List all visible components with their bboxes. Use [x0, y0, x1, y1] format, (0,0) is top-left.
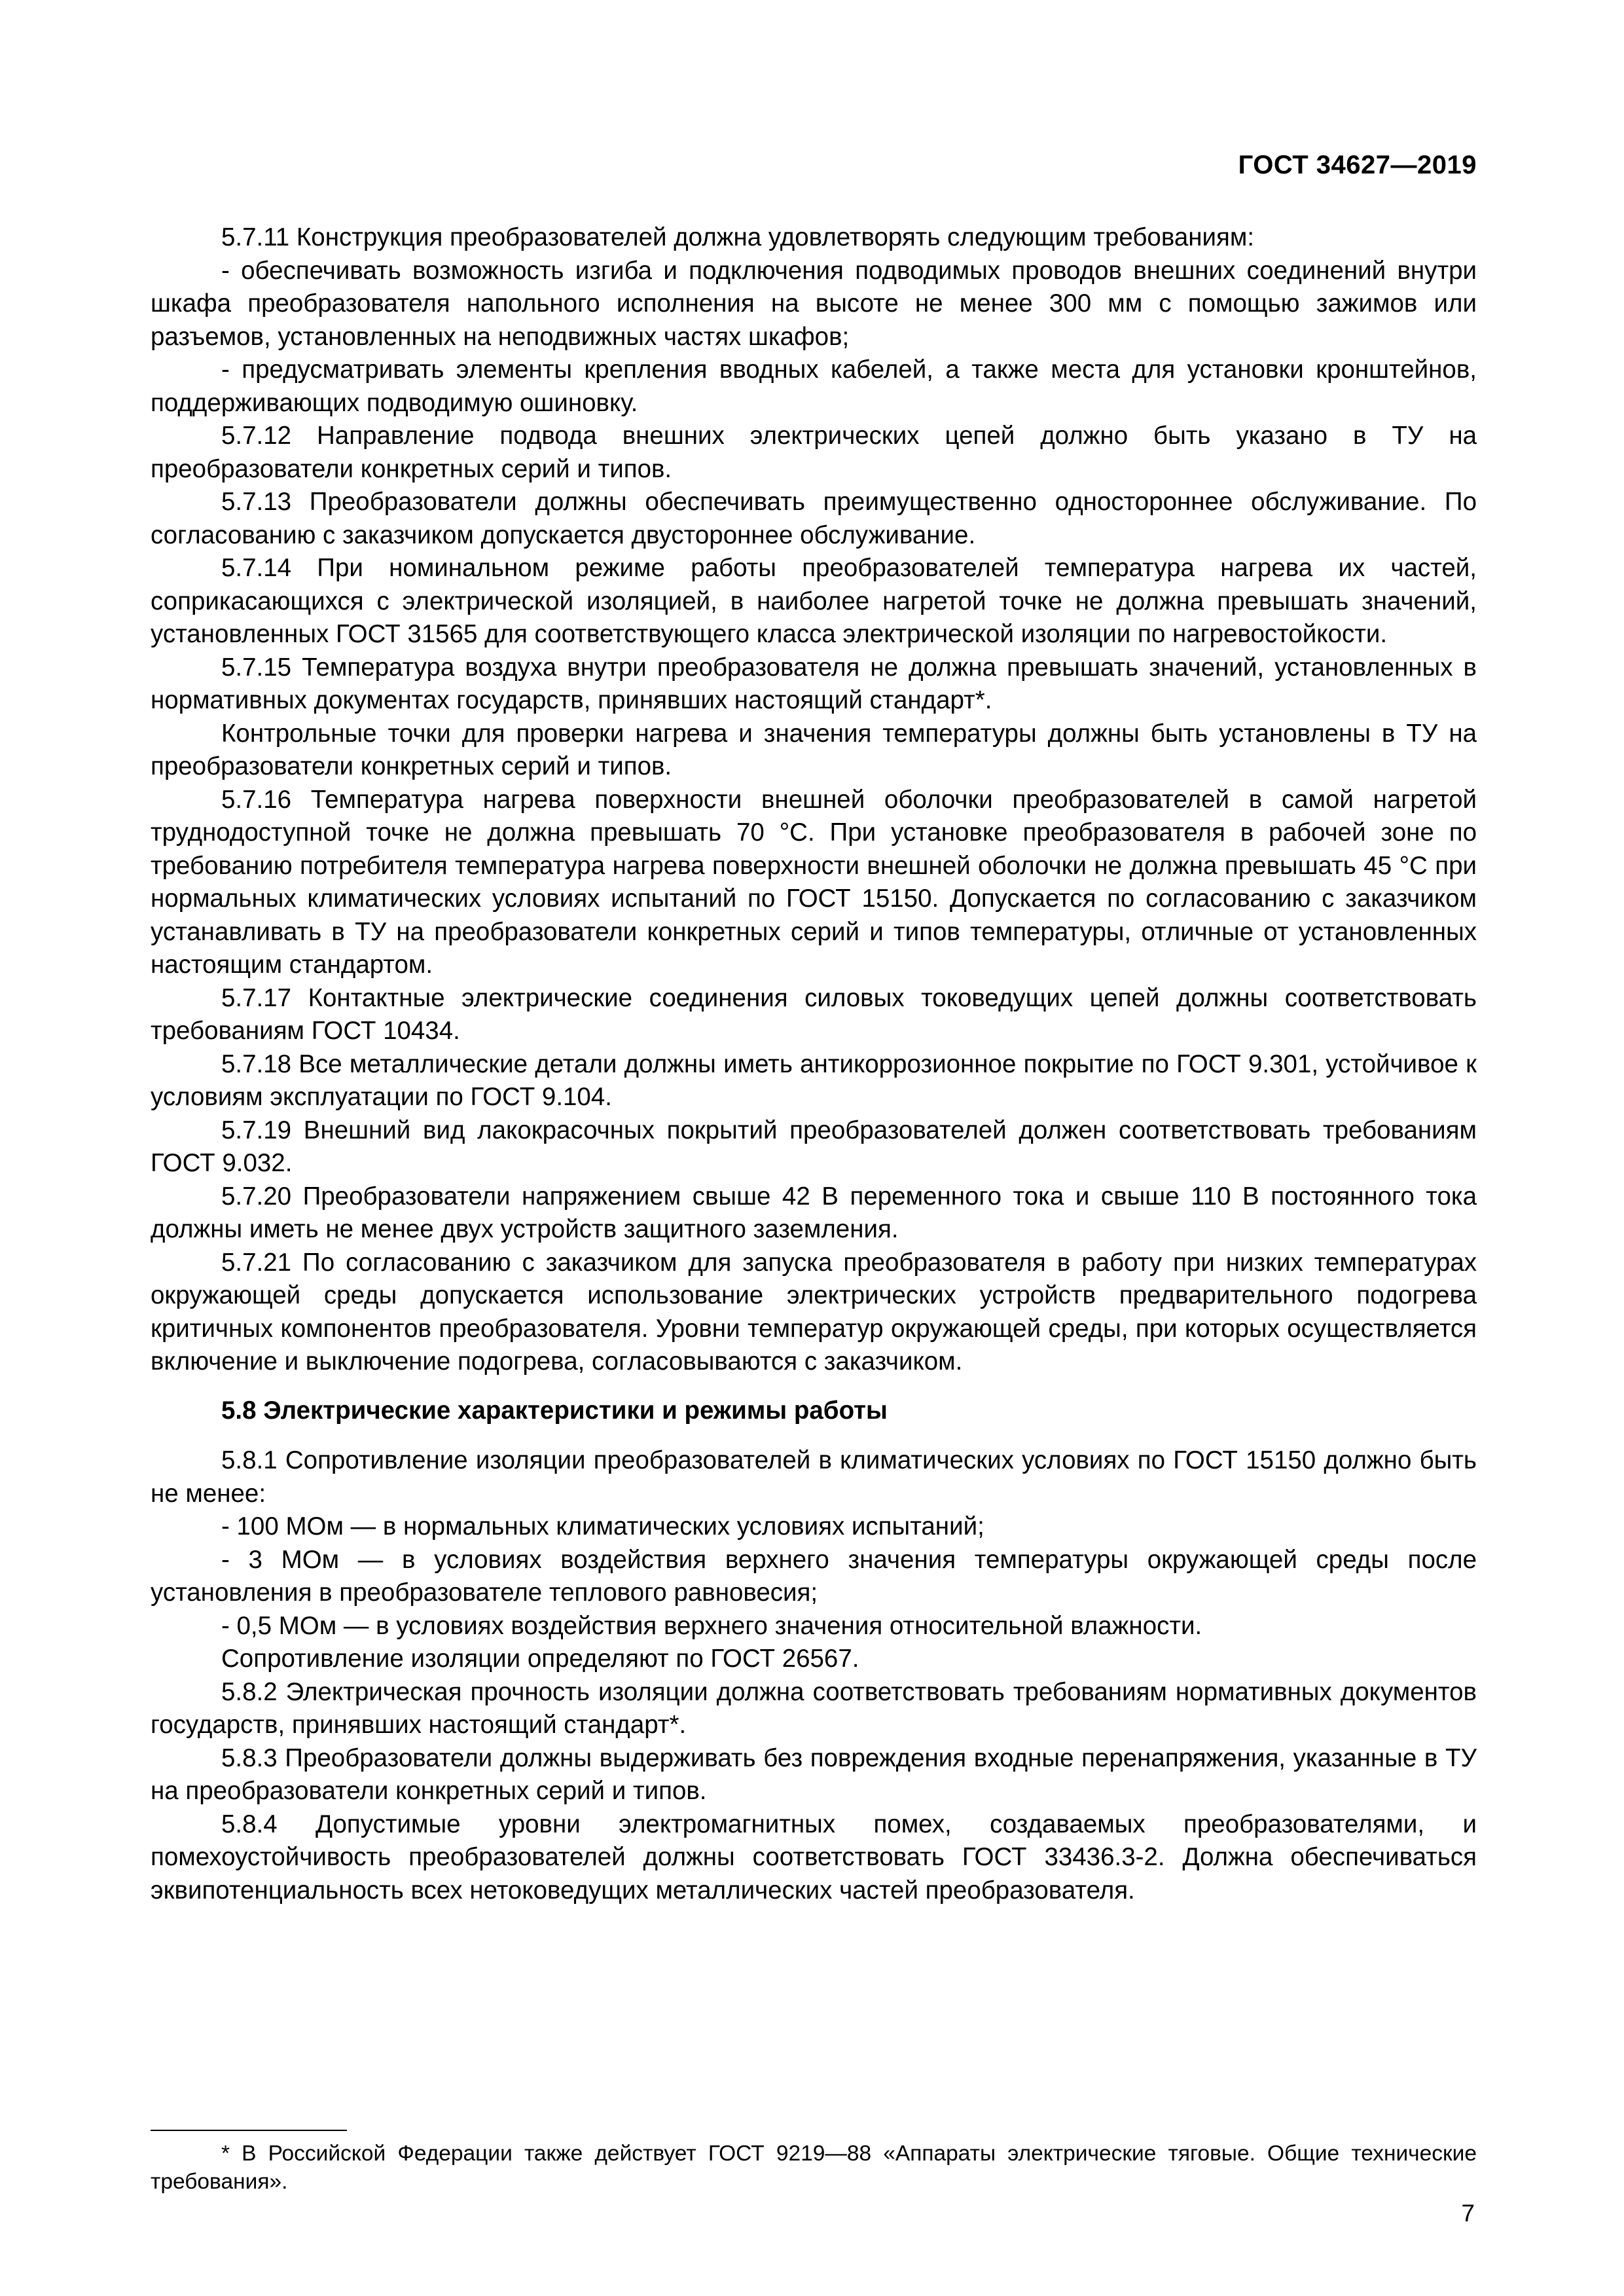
clause-5-8-2: 5.8.2 Электрическая прочность изоляции должна соответствовать требованиям нормативных документов государств, принявших настоящий стандарт*. [151, 1677, 1477, 1739]
footnote-text: * В Российской Федерации также действует ГОСТ 9219—88 «Аппараты электрические тяговые. Общие технические требования». [151, 2141, 1477, 2194]
clause-5-7-11: 5.7.11 Конструкция преобразователей должна удовлетворять следующим требованиям: [221, 223, 1255, 251]
clause-5-7-13: 5.7.13 Преобразователи должны обеспечивать преимущественно одностороннее обслуживание. По согласованию с заказчиком допускается двустороннее обслуживание. [151, 488, 1477, 549]
clause-5-7-16: 5.7.16 Температура нагрева поверхности внешней оболочки преобразователей в самой нагретой труднодоступной точке не должна превышать 70 °С. При установке преобразователя в рабочей зоне по требованию потребителя температура нагрева поверхности внешней оболочки не должна превышать 45 °С при нормальных климатических условиях испытаний по ГОСТ 15150. Допускается по согласованию с заказчиком устанавливать в ТУ на преобразователи конкретных серий и типов температуры, отличные от установленных настоящим стандартом. [151, 785, 1477, 979]
clause-5-7-15: 5.7.15 Температура воздуха внутри преобразователя не должна превышать значений, установленных в нормативных документах государств, принявших настоящий стандарт*. [151, 653, 1477, 714]
section-heading-5-8: 5.8 Электрические характеристики и режимы работы [221, 1396, 888, 1425]
clause-5-7-21: 5.7.21 По согласованию с заказчиком для запуска преобразователя в работу при низких температурах окружающей среды допускается использование электрических устройств предварительного подогрева критичных компонентов преобразователя. Уровни температур окружающей среды, при которых осуществляется включение и выключение подогрева, согласовываются с заказчиком. [151, 1248, 1477, 1376]
paragraph: Контрольные точки для проверки нагрева и значения температуры должны быть установлены в ТУ на преобразователи конкретных серий и типов. [151, 719, 1477, 780]
list-item: - 0,5 МОм — в условиях воздействия верхнего значения относительной влажности. [221, 1611, 1202, 1640]
clause-5-7-17: 5.7.17 Контактные электрические соединения силовых токоведущих цепей должны соответствовать требованиям ГОСТ 10434. [151, 983, 1477, 1045]
list-item: - 3 МОм — в условиях воздействия верхнего значения температуры окружающей среды после установления в преобразователе теплового равновесия; [151, 1545, 1477, 1607]
footnote-divider [151, 2130, 347, 2131]
clause-5-8-4: 5.8.4 Допустимые уровни электромагнитных помех, создаваемых преобразователями, и помехоустойчивость преобразователей должны соответствовать ГОСТ 33436.3-2. Должна обеспечиваться эквипотенциальность всех нетоковедущих металлических частей преобразователя. [151, 1810, 1477, 1904]
document-code-header: ГОСТ 34627—2019 [1238, 151, 1477, 179]
list-item: - предусматривать элементы крепления вводных кабелей, а также места для установки кронштейнов, поддерживающих подводимую ошиновку. [151, 355, 1477, 417]
page-number: 7 [1461, 2200, 1475, 2227]
footnote [151, 2140, 1477, 2196]
paragraph: Сопротивление изоляции определяют по ГОСТ 26567. [221, 1645, 859, 1673]
clause-5-7-20: 5.7.20 Преобразователи напряжением свыше 42 В переменного тока и свыше 110 В постоянного тока должны иметь не менее двух устройств защитного заземления. [151, 1182, 1477, 1243]
clause-5-8-3: 5.8.3 Преобразователи должны выдерживать без повреждения входные перенапряжения, указанные в ТУ на преобразователи конкретных серий и типов. [151, 1743, 1477, 1805]
clause-5-7-19: 5.7.19 Внешний вид лакокрасочных покрытий преобразователей должен соответствовать требованиям ГОСТ 9.032. [151, 1116, 1477, 1177]
list-item: - 100 МОм — в нормальных климатических условиях испытаний; [221, 1512, 984, 1540]
document-body [151, 221, 1477, 1907]
clause-5-7-18: 5.7.18 Все металлические детали должны иметь антикоррозионное покрытие по ГОСТ 9.301, устойчивое к условиям эксплуатации по ГОСТ 9.104. [151, 1049, 1477, 1111]
clause-5-7-12: 5.7.12 Направление подвода внешних электрических цепей должно быть указано в ТУ на преобразователи конкретных серий и типов. [151, 422, 1477, 483]
clause-5-8-1: 5.8.1 Сопротивление изоляции преобразователей в климатических условиях по ГОСТ 15150 должно быть не менее: [151, 1446, 1477, 1508]
list-item: - обеспечивать возможность изгиба и подключения подводимых проводов внешних соединений внутри шкафа преобразователя напольного исполнения на высоте не менее 300 мм с помощью зажимов или разъемов, установленных на неподвижных частях шкафов; [151, 256, 1477, 351]
clause-5-7-14: 5.7.14 При номинальном режиме работы преобразователей температура нагрева их частей, соприкасающихся с электрической изоляцией, в наиболее нагретой точке не должна превышать значений, установленных ГОСТ 31565 для соответствующего класса электрической изоляции по нагревостойкости. [151, 554, 1477, 648]
